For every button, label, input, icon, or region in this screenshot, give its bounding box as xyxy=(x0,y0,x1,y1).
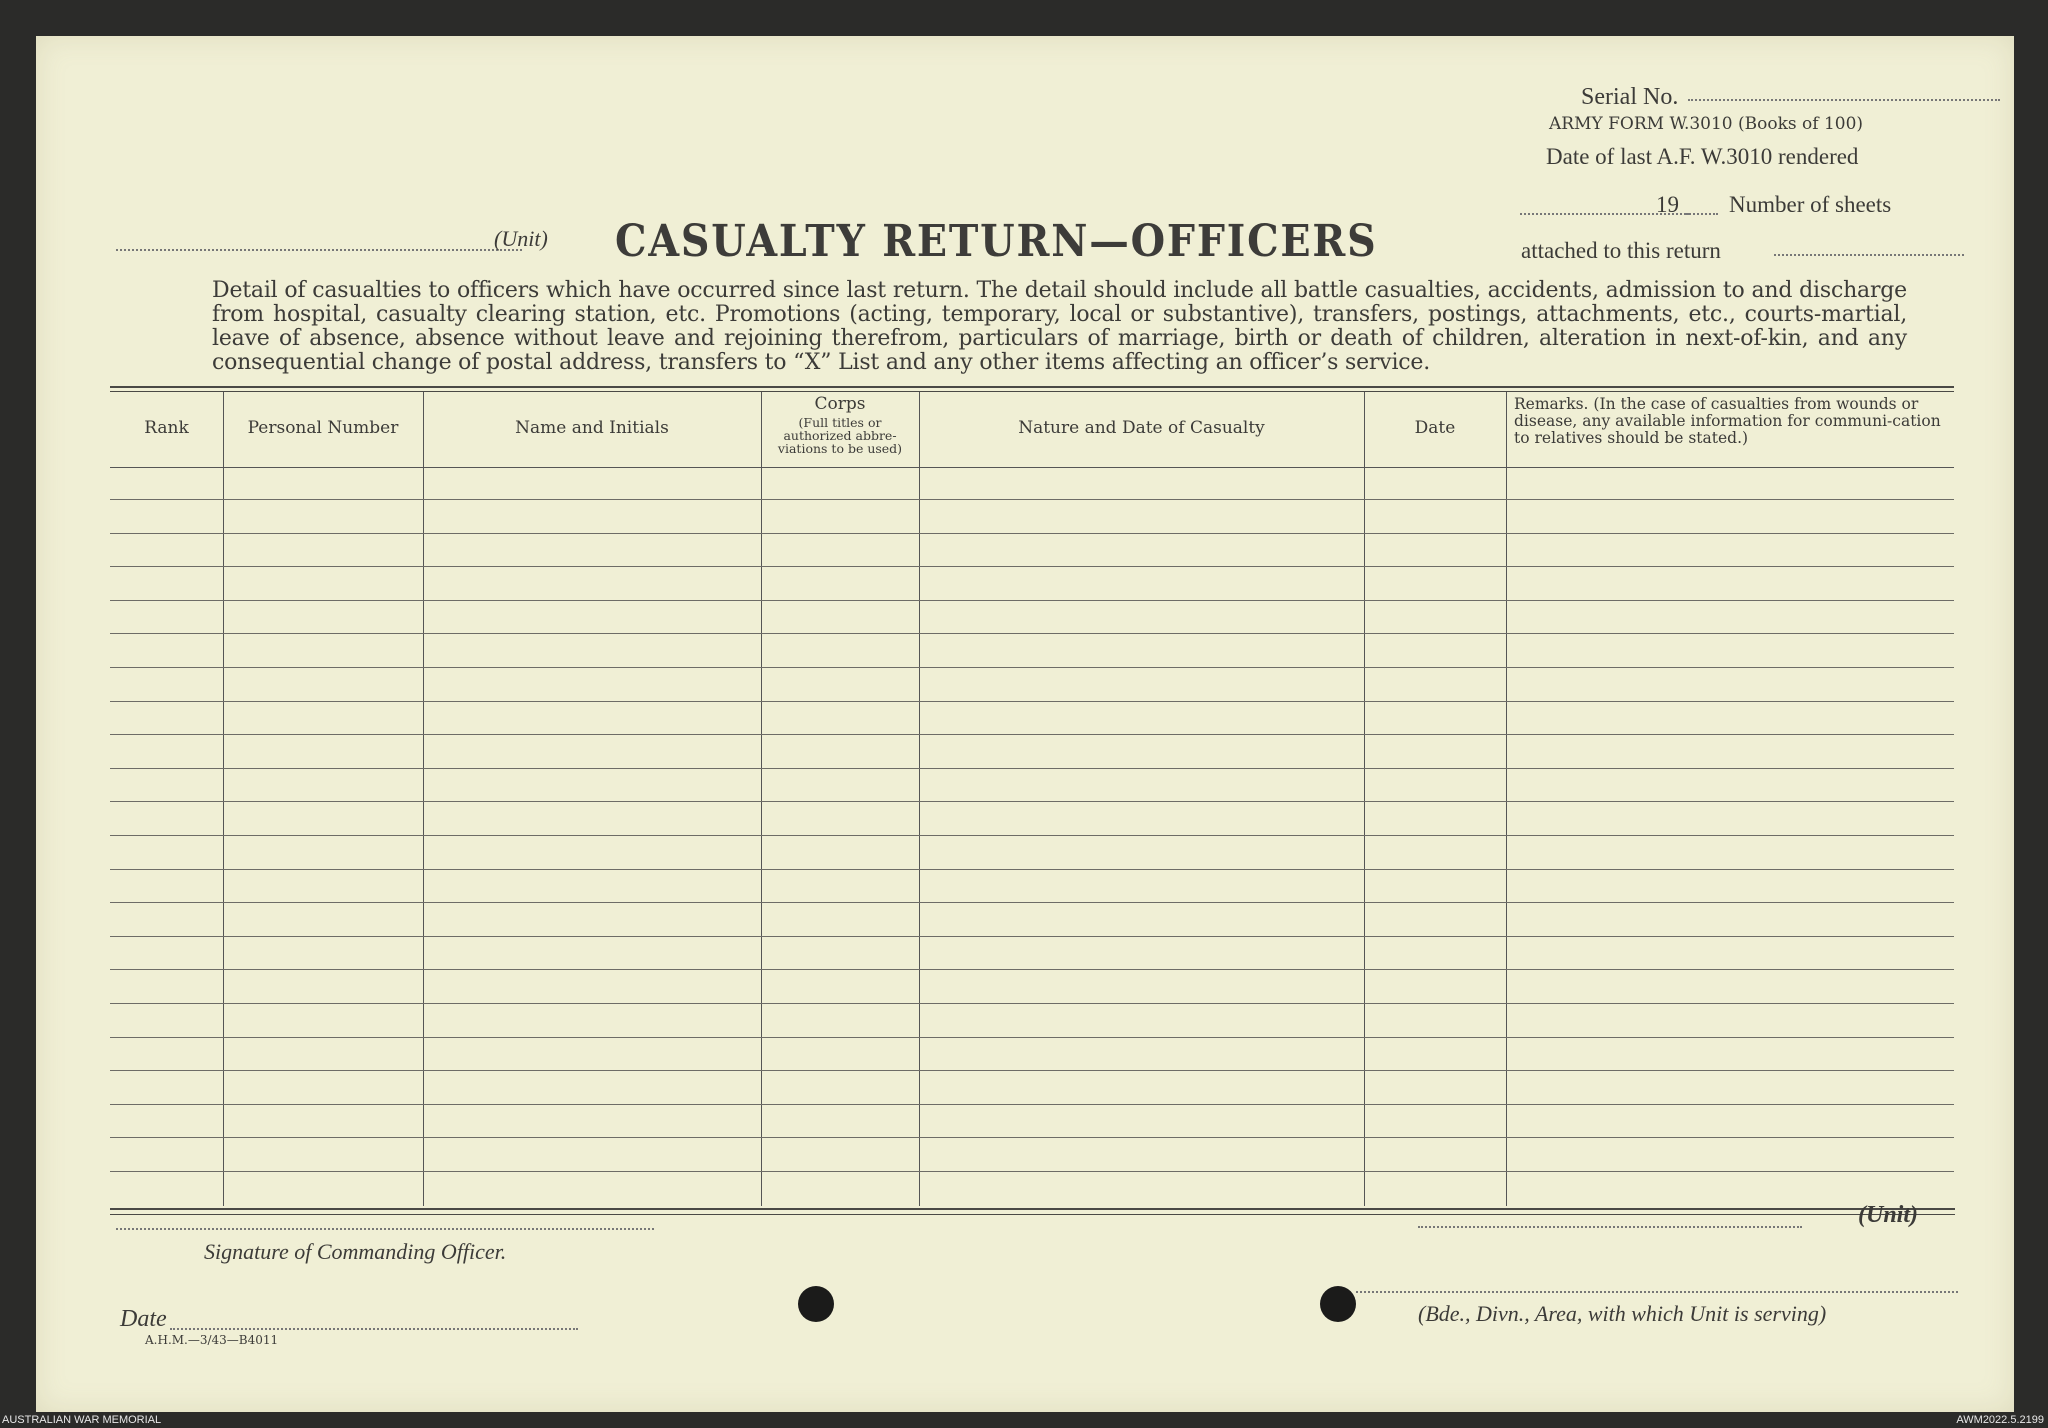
table-row xyxy=(110,801,1954,802)
table-row xyxy=(110,533,1954,534)
table-row xyxy=(110,869,1954,870)
date-label: Date xyxy=(120,1306,167,1332)
table-row xyxy=(110,969,1954,970)
serial-no-line xyxy=(1688,99,2000,101)
unit-label-bottom: (Unit) xyxy=(1858,1202,1918,1228)
table-row xyxy=(110,1037,1954,1038)
col-header-date: Date xyxy=(1414,418,1456,438)
table-row xyxy=(110,835,1954,836)
table-row xyxy=(110,768,1954,769)
table-row xyxy=(110,1171,1954,1172)
table-row xyxy=(110,936,1954,937)
serial-no-label: Serial No. xyxy=(1581,84,1679,110)
table-row xyxy=(110,633,1954,634)
col-header-nature-date: Nature and Date of Casualty xyxy=(1018,418,1265,438)
date-line xyxy=(170,1328,578,1330)
unit-line-bottom xyxy=(1418,1226,1802,1228)
form-identifier: ARMY FORM W.3010 (Books of 100) xyxy=(1549,114,1864,134)
table-row xyxy=(110,701,1954,702)
col-header-corps: Corps xyxy=(814,394,866,414)
date-last-label: Date of last A.F. W.3010 rendered xyxy=(1546,144,1859,169)
table-row xyxy=(110,499,1954,500)
number-of-sheets-label: Number of sheets xyxy=(1729,192,1892,217)
punch-hole-left xyxy=(798,1286,834,1322)
table-row xyxy=(110,1003,1954,1004)
signature-label: Signature of Commanding Officer. xyxy=(204,1239,507,1264)
table-row xyxy=(110,600,1954,601)
instructions-paragraph: Detail of casualties to officers which have occurred since last return. The detail should include all battle casualties, accidents, admission to and discharge from hospital, casualty clearing station, etc. Promotions (acting, temporary, local or substantive), transfers, postings, attachments, etc., courts-martial, leave of absence, absence without leave and rejoining therefrom, particulars of marriage, birth or death of children, alteration in next-of-kin, and any consequential change of postal address, transfers to “X” List and any other items affecting an officer’s service. xyxy=(212,278,1907,375)
table-row xyxy=(110,1137,1954,1138)
col-header-rank: Rank xyxy=(144,418,189,438)
table-row xyxy=(110,734,1954,735)
year-suffix-line xyxy=(1686,213,1718,215)
col-header-remarks-label: Remarks. xyxy=(1514,395,1589,413)
bde-line xyxy=(1356,1291,1958,1293)
col-header-corps-note: (Full titles or authorized abbre-viations to be used) xyxy=(777,415,903,456)
col-header-personal-number: Personal Number xyxy=(247,418,399,438)
unit-line-top xyxy=(116,249,522,251)
col-header-remarks xyxy=(1514,396,1954,447)
attached-line xyxy=(1774,254,1964,256)
table-row xyxy=(110,1070,1954,1071)
signature-line xyxy=(116,1228,654,1230)
table-row xyxy=(110,1104,1954,1105)
col-header-name-initials: Name and Initials xyxy=(515,418,669,438)
archive-label-right: AWM2022.5.2199 xyxy=(1956,1414,2044,1426)
table-row xyxy=(110,902,1954,903)
punch-hole-right xyxy=(1320,1286,1356,1322)
attached-label: attached to this return xyxy=(1521,238,1721,263)
form-sheet: Serial No. ARMY FORM W.3010 (Books of 100) Date of last A.F. W.3010 rendered 19 Number of sheets attached to this return (Unit) CASUALTY RETURN—OFFICERS Detail of casualties to officers which have occurred since last return. The detail should include all battle casualties, accidents, admission to and discharge from hospital, casualty clearing station, etc. Promotions (acting, temporary, local or substantive), transfers, postings, attachments, etc., courts-martial, leave of absence, absence without leave and rejoining therefrom, particulars of marriage, birth or death of children, alteration in next-of-kin, and any consequential change of postal address, transfers to “X” List and any other items affecting an officer’s service. Rank Personal Number Name and Initials Corps (Full titles or authorized abbre-viations to be used) Nature and Date of Casualty Date Remarks. (In the case of casualties from wounds or disease, any available information for communi-cation to relatives should be stated.) Signature of Commanding Officer. (Unit) (Bde., Divn., Area, with which Unit is serving) Date A.H.M.—3/43—B4011 xyxy=(36,36,2014,1412)
unit-label-top: (Unit) xyxy=(494,226,548,251)
form-title: CASUALTY RETURN—OFFICERS xyxy=(615,216,1378,267)
bde-label: (Bde., Divn., Area, with which Unit is serving) xyxy=(1418,1301,1827,1326)
casualty-table xyxy=(110,386,1955,1216)
table-row xyxy=(110,667,1954,668)
col-header-remarks-note: (In the case of casualties from wounds or disease, any available information for communi-cation to relatives should be stated.) xyxy=(1514,395,1941,447)
print-code: A.H.M.—3/43—B4011 xyxy=(145,1333,279,1347)
archive-label-left: AUSTRALIAN WAR MEMORIAL xyxy=(2,1414,162,1426)
table-row xyxy=(110,566,1954,567)
